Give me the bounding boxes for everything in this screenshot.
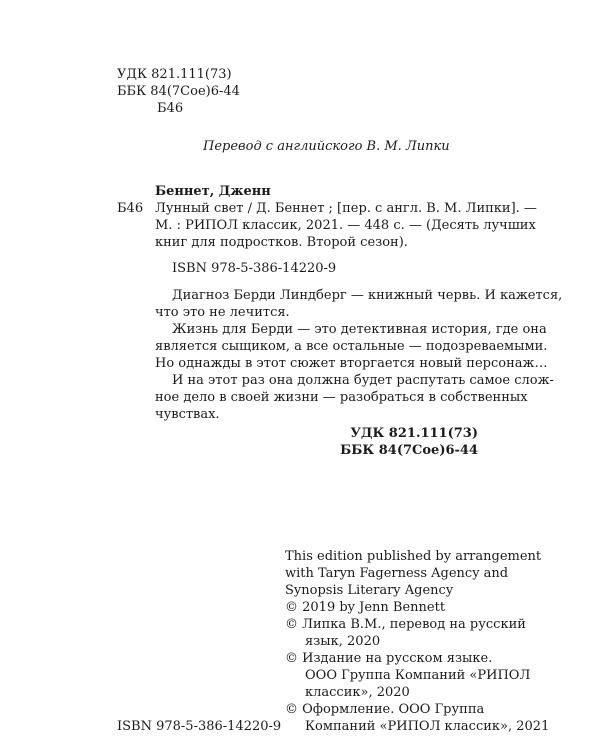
bbk-code-bold: ББК 84(7Сое)6-44	[340, 443, 478, 458]
annotation-line: что это не лечится.	[155, 305, 290, 320]
annotation-line: Диагноз Берди Линдберг — книжный червь. И кажется,	[172, 288, 563, 303]
annotation-line: является сыщиком, а все остальные — подозреваемыми.	[155, 339, 548, 354]
entry-line: Лунный свет / Д. Беннет ; [пер. с англ. В. М. Липки]. —	[155, 201, 537, 216]
annotation-line: чувствах.	[155, 407, 220, 422]
bbk-code: ББК 84(7Сое)6-44	[117, 84, 240, 99]
rights-line: © Издание на русском языке.	[285, 651, 493, 666]
annotation-line: ное дело в своей жизни — разобраться в собственных	[155, 390, 528, 405]
rights-line: классик», 2020	[305, 685, 410, 700]
annotation-line: Жизнь для Берди — это детективная история, где она	[172, 322, 547, 337]
entry-isbn: ISBN 978-5-386-14220-9	[172, 261, 337, 276]
author-mark: Б46	[157, 101, 184, 116]
entry-author: Беннет, Дженн	[155, 184, 271, 199]
rights-line: © 2019 by Jenn Bennett	[285, 600, 446, 615]
annotation-line: И на этот раз она должна будет распутать самое слож-	[172, 373, 554, 388]
entry-line: книг для подростков. Второй сезон).	[155, 235, 408, 250]
udk-code-bold: УДК 821.111(73)	[350, 426, 478, 441]
footer-isbn: ISBN 978-5-386-14220-9	[117, 719, 282, 734]
annotation-line: Но однажды в этот сюжет вторгается новый персонаж…	[155, 356, 548, 371]
udk-code: УДК 821.111(73)	[117, 67, 232, 82]
rights-line: Synopsis Literary Agency	[285, 583, 454, 598]
entry-author-mark: Б46	[117, 201, 144, 216]
rights-line: © Оформление. ООО Группа	[285, 702, 485, 717]
rights-line: © Липка В.М., перевод на русский	[285, 617, 526, 632]
rights-line: язык, 2020	[305, 634, 381, 649]
rights-line: Компаний «РИПОЛ классик», 2021	[305, 719, 550, 734]
rights-line: This edition published by arrangement	[285, 549, 542, 564]
rights-line: with Taryn Fagerness Agency and	[285, 566, 509, 581]
translator-credit: Перевод с английского В. М. Липки	[203, 139, 450, 154]
rights-line: ООО Группа Компаний «РИПОЛ	[305, 668, 531, 683]
entry-line: М. : РИПОЛ классик, 2021. — 448 с. — (Десять лучших	[155, 218, 536, 233]
